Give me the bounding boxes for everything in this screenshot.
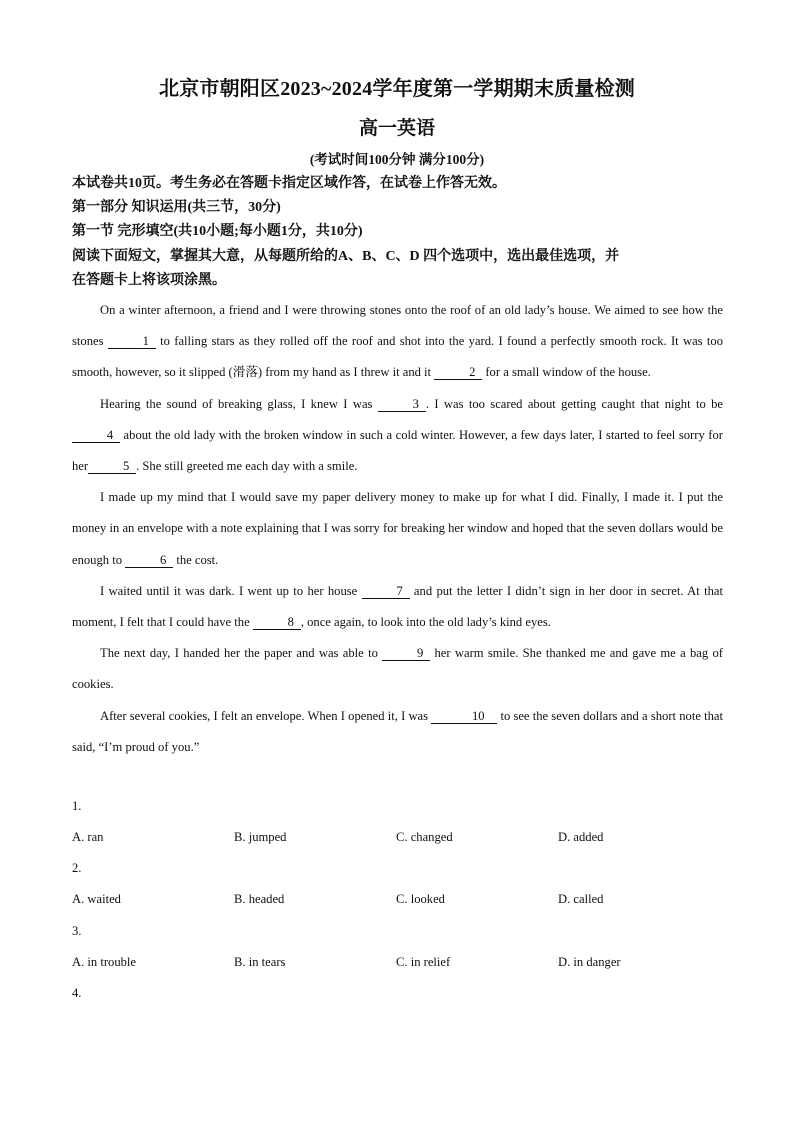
passage-text: about the old lady with the broken window in such a cold winter. However, a few days later, I started to feel sorry for her <box>72 427 723 474</box>
q2-option-c: C. looked <box>396 892 445 906</box>
passage-text: to falling stars as they rolled off the roof and shot into the yard. I found a perfectly smooth rock. It was too smooth, however, so it slipped (滑落) from my hand as I threw it and it <box>72 334 723 380</box>
blank-10: 10 <box>431 709 497 724</box>
q2-option-a: A. waited <box>72 892 121 906</box>
passage-text: I made up my mind that I would save my paper delivery money to make up for what I did. Finally, I made it. I put the money in an envelope with a note explaining that I was sorry for breaking her window and hoped that the seven dollars would be enough to <box>72 490 723 567</box>
part-heading: 第一部分 知识运用(共三节，30分) <box>72 200 281 215</box>
q1-option-b: B. jumped <box>234 830 287 844</box>
notice-text: 本试卷共10页。考生务必在答题卡指定区域作答，在试卷上作答无效。 <box>72 176 506 191</box>
blank-6: 6 <box>125 553 173 568</box>
passage-text: and put the letter I didn’t sign in her door in secret. At that moment, I felt that I could have the <box>72 583 723 630</box>
passage-text: , once again, to look into the old lady’s kind eyes. <box>300 615 551 630</box>
passage-text: . She still greeted me each day with a smile. <box>136 459 358 474</box>
passage-text: for a small window of the house. <box>482 365 651 380</box>
q2-option-b: B. headed <box>234 892 285 906</box>
question-number-1: 1. <box>72 799 82 813</box>
q1-option-c: C. changed <box>396 830 453 844</box>
passage-paragraph-3 <box>72 482 723 576</box>
passage-text: The next day, I handed her the paper and was able to <box>100 646 383 661</box>
passage-paragraph-2 <box>72 389 723 483</box>
question-number-4: 4. <box>72 986 82 1000</box>
q1-option-a: A. ran <box>72 830 104 844</box>
page-title: 北京市朝阳区2023~2024学年度第一学期期末质量检测 <box>159 78 635 100</box>
passage-paragraph-6 <box>72 701 723 763</box>
passage-text: I waited until it was dark. I went up to her house <box>100 583 362 598</box>
blank-5: 5 <box>88 459 136 474</box>
passage-text: On a winter afternoon, a friend and I were throwing stones onto the roof of an old lady’s house. We aimed to see how the stones <box>72 303 723 349</box>
blank-3: 3 <box>378 397 426 412</box>
passage-paragraph-5 <box>72 638 723 700</box>
blank-4: 4 <box>72 428 120 443</box>
passage-text: After several cookies, I felt an envelope. When I opened it, I was <box>100 708 432 723</box>
question-number-2: 2. <box>72 861 82 875</box>
blank-9: 9 <box>382 646 430 661</box>
q3-option-d: D. in danger <box>558 955 621 969</box>
blank-1: 1 <box>108 334 156 349</box>
blank-7: 7 <box>362 584 410 599</box>
passage-text: to see the seven dollars and a short note that said, “I’m proud of you.” <box>72 708 723 754</box>
passage-paragraph-4 <box>72 576 723 638</box>
q1-option-d: D. added <box>558 830 604 844</box>
passage-text: the cost. <box>173 552 219 567</box>
passage-text: her warm smile. She thanked me and gave me a bag of cookies. <box>72 646 723 692</box>
blank-8: 8 <box>253 615 301 630</box>
subject-title: 高一英语 <box>358 118 435 139</box>
question-number-3: 3. <box>72 924 82 938</box>
directions-line-2: 在答题卡上将该项涂黑。 <box>72 273 226 288</box>
exam-info: (考试时间100分钟 满分100分) <box>309 152 485 167</box>
q3-option-c: C. in relief <box>396 955 451 969</box>
q2-option-d: D. called <box>558 892 604 906</box>
q3-option-b: B. in tears <box>234 955 286 969</box>
cloze-passage <box>72 295 723 763</box>
section-heading: 第一节 完形填空(共10小题;每小题1分，共10分) <box>72 224 363 239</box>
directions-line-1: 阅读下面短文，掌握其大意，从每题所给的A、B、C、D 四个选项中，选出最佳选项，并 <box>72 249 620 264</box>
passage-text: Hearing the sound of breaking glass, I knew I was <box>100 396 378 411</box>
blank-2: 2 <box>434 365 482 380</box>
q3-option-a: A. in trouble <box>72 955 137 969</box>
passage-paragraph-1 <box>72 295 723 389</box>
passage-text: . I was too scared about getting caught that night to be <box>425 396 723 411</box>
